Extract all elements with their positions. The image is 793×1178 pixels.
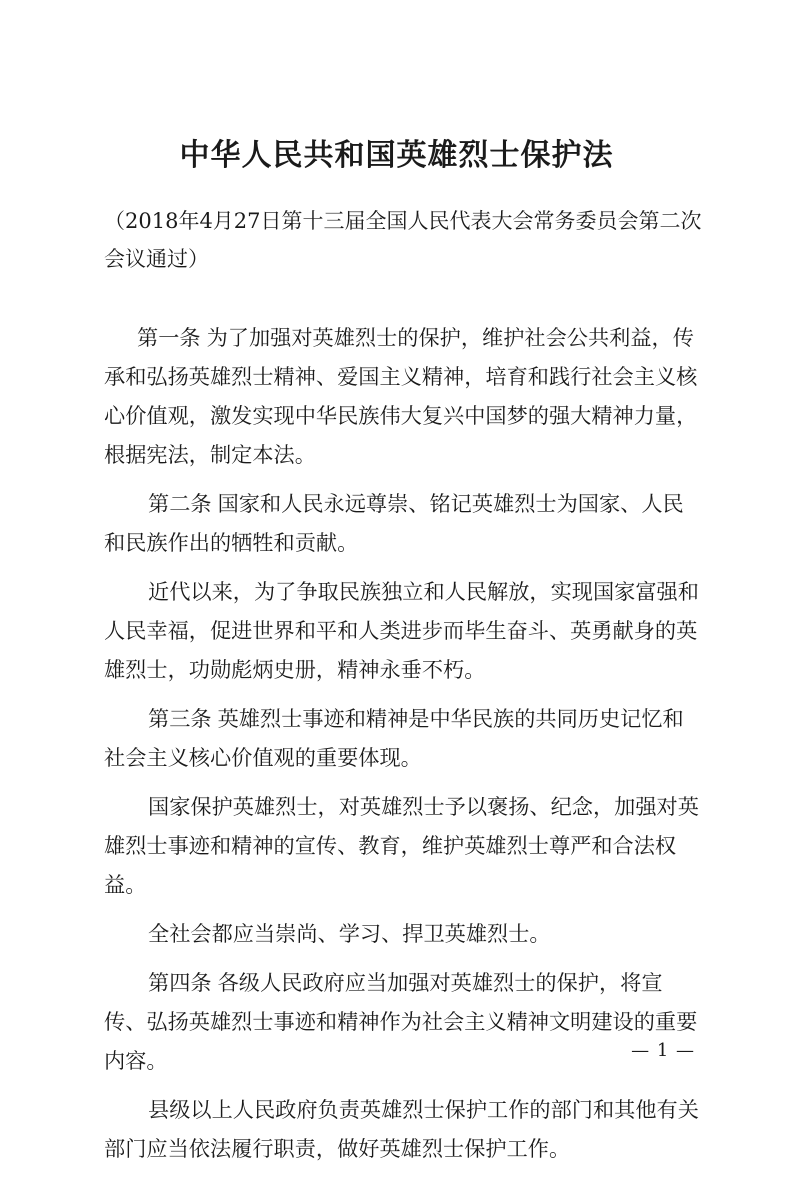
paragraph-text: 为了加强对英雄烈士的保护，维护社会公共利益，传承和弘扬英雄烈士精神、爱国主义精神，培育和践行社会主义核心价值观，激发实现中华民族伟大复兴中国梦的强大精神力量，根据宪法，制定本法。 <box>104 325 698 467</box>
paragraph <box>104 914 704 953</box>
article-label: 第一条 <box>137 325 201 350</box>
paragraph <box>104 1090 704 1168</box>
paragraph <box>104 318 704 474</box>
article-label: 第二条 <box>148 491 212 516</box>
paragraph <box>104 787 704 904</box>
paragraph <box>104 963 704 1080</box>
paragraph <box>104 484 704 562</box>
paragraph-text: 国家和人民永远尊崇、铭记英雄烈士为国家、人民和民族作出的牺牲和贡献。 <box>104 491 684 555</box>
paragraph <box>104 699 704 777</box>
page-number: — 1 — <box>631 1040 695 1061</box>
paragraph-text: 国家保护英雄烈士，对英雄烈士予以褒扬、纪念，加强对英雄烈士事迹和精神的宣传、教育，维护英雄烈士尊严和合法权益。 <box>104 794 699 897</box>
paragraph-text: 近代以来，为了争取民族独立和人民解放，实现国家富强和人民幸福，促进世界和平和人类进步而毕生奋斗、英勇献身的英雄烈士，功勋彪炳史册，精神永垂不朽。 <box>104 579 699 682</box>
paragraph-text: 全社会都应当崇尚、学习、捍卫英雄烈士。 <box>148 921 551 946</box>
document-body <box>104 318 704 1178</box>
article-label: 第三条 <box>148 706 212 731</box>
paragraph-text: 各级人民政府应当加强对英雄烈士的保护，将宣传、弘扬英雄烈士事迹和精神作为社会主义精神文明建设的重要内容。 <box>104 970 698 1073</box>
paragraph-text: 英雄烈士事迹和精神是中华民族的共同历史记忆和社会主义核心价值观的重要体现。 <box>104 706 684 770</box>
paragraph-text: 县级以上人民政府负责英雄烈士保护工作的部门和其他有关部门应当依法履行职责，做好英雄烈士保护工作。 <box>104 1097 699 1161</box>
document-subtitle: （2018年4月27日第十三届全国人民代表大会常务委员会第二次会议通过） <box>104 209 702 271</box>
article-label: 第四条 <box>148 970 212 995</box>
document-title: 中华人民共和国英雄烈士保护法 <box>179 138 614 173</box>
paragraph <box>104 572 704 689</box>
